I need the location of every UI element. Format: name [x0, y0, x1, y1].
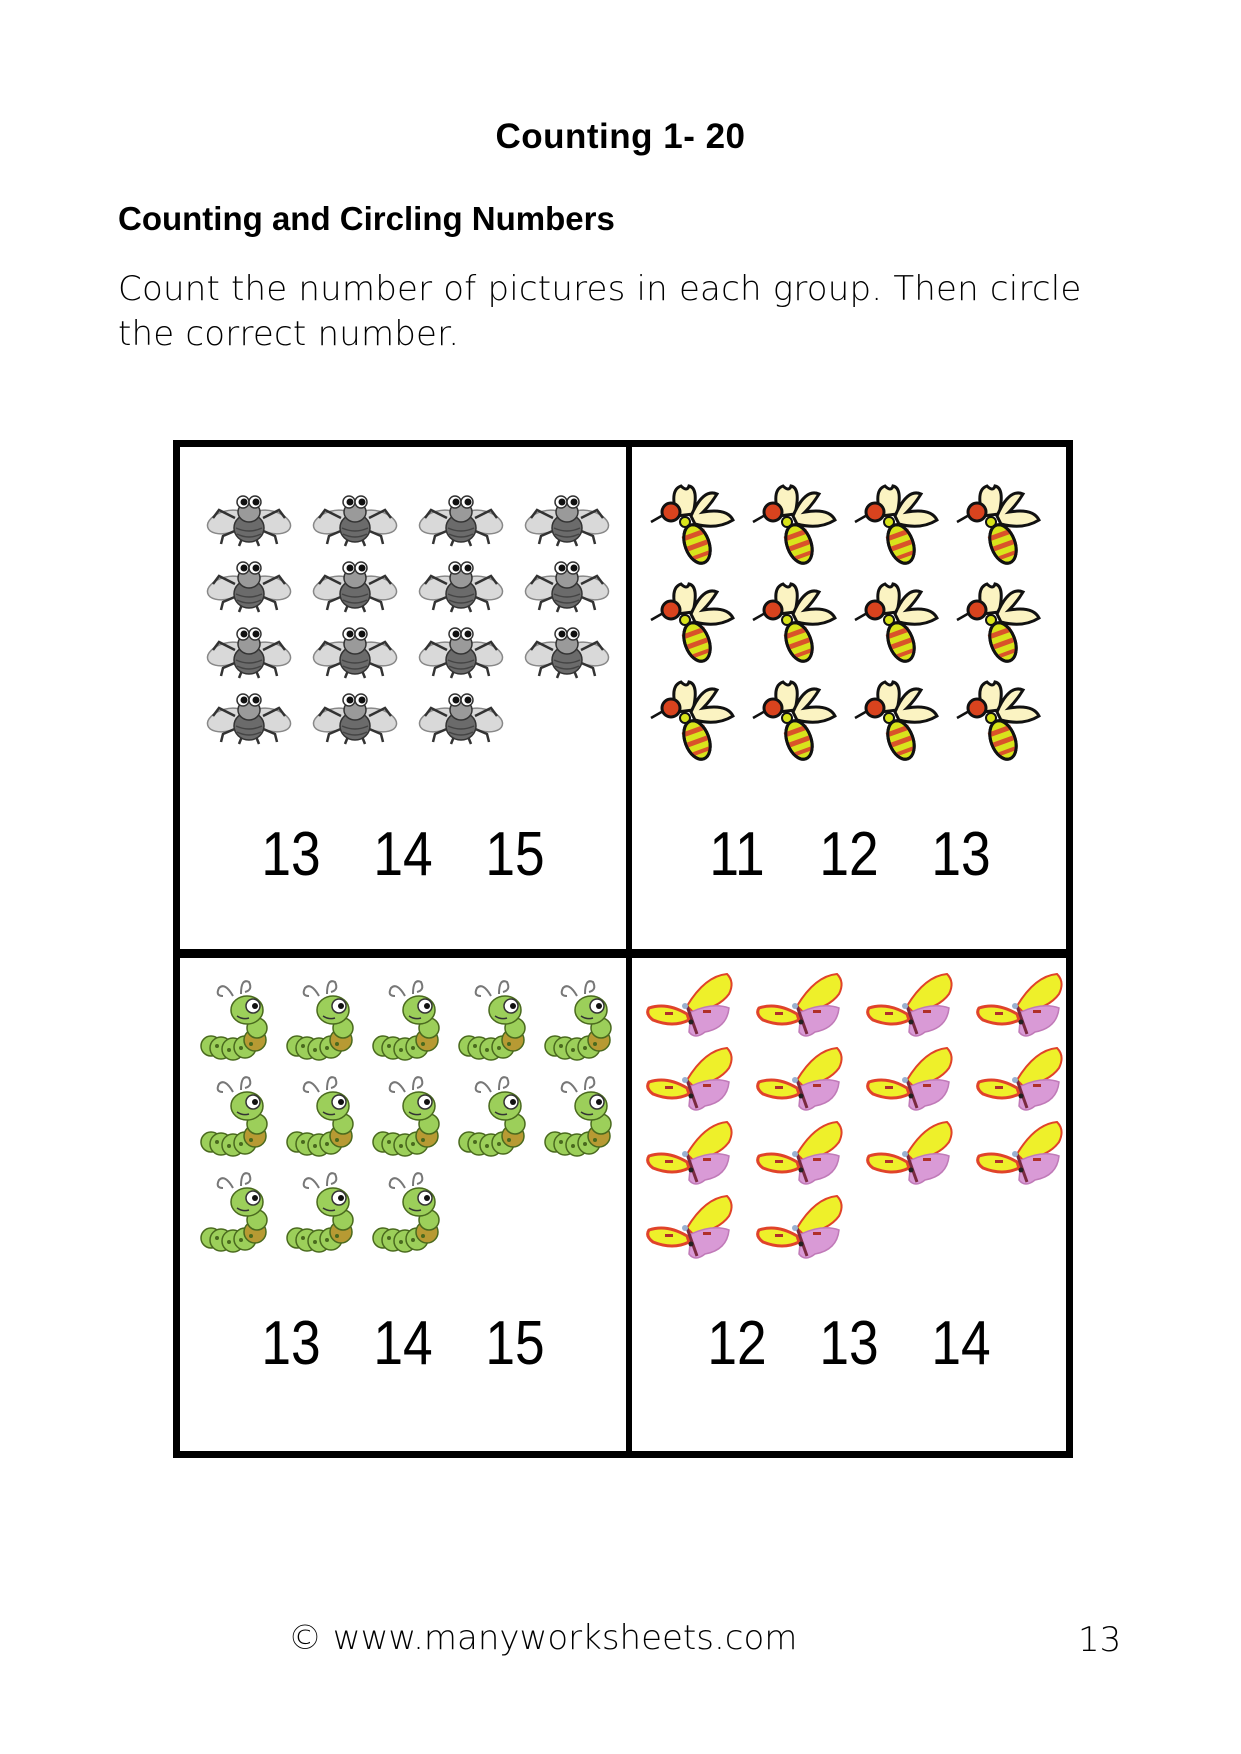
fly-icon	[514, 617, 620, 683]
picture-set	[636, 970, 1076, 1266]
butterfly-icon	[746, 1044, 856, 1118]
butterfly-icon	[636, 1118, 746, 1192]
caterpillar-icon	[280, 1068, 366, 1164]
bee-icon	[744, 573, 846, 671]
caterpillar-icon	[538, 972, 624, 1068]
group-butterflies	[632, 958, 1066, 1451]
bee-icon	[642, 573, 744, 671]
bee-icon	[642, 671, 744, 769]
number-choice[interactable]: 15	[485, 1309, 545, 1378]
number-choices	[180, 819, 626, 890]
counting-grid	[173, 440, 1073, 1458]
butterfly-icon	[746, 1192, 856, 1266]
fly-icon	[196, 617, 302, 683]
fly-icon	[196, 485, 302, 551]
worksheet-title: Counting 1- 20	[495, 117, 746, 156]
butterfly-icon	[966, 1118, 1076, 1192]
number-choice[interactable]: 14	[373, 820, 433, 889]
fly-icon	[196, 683, 302, 749]
bee-icon	[642, 475, 744, 573]
fly-icon	[302, 485, 408, 551]
butterfly-icon	[636, 1192, 746, 1266]
fly-icon	[196, 551, 302, 617]
number-choice[interactable]: 13	[819, 1309, 879, 1378]
butterfly-icon	[746, 1118, 856, 1192]
fly-icon	[408, 683, 514, 749]
number-choices	[632, 819, 1066, 890]
fly-icon	[514, 551, 620, 617]
fly-icon	[302, 617, 408, 683]
number-choice[interactable]: 12	[707, 1309, 767, 1378]
butterfly-icon	[966, 1044, 1076, 1118]
bee-icon	[948, 475, 1050, 573]
number-choice[interactable]: 15	[485, 820, 545, 889]
section-heading: Counting and Circling Numbers	[118, 200, 615, 237]
butterfly-icon	[856, 1118, 966, 1192]
fly-icon	[408, 551, 514, 617]
group-caterpillars	[180, 958, 626, 1451]
caterpillar-icon	[452, 1068, 538, 1164]
grid-horizontal-divider	[180, 949, 1066, 958]
caterpillar-icon	[280, 972, 366, 1068]
fly-icon	[302, 683, 408, 749]
number-choice[interactable]: 14	[373, 1309, 433, 1378]
number-choice[interactable]: 13	[261, 1309, 321, 1378]
butterfly-icon	[636, 1044, 746, 1118]
butterfly-icon	[746, 970, 856, 1044]
fly-icon	[514, 485, 620, 551]
bee-icon	[948, 573, 1050, 671]
group-bees	[632, 447, 1066, 949]
butterfly-icon	[856, 1044, 966, 1118]
number-choices	[180, 1308, 626, 1379]
number-choices	[632, 1308, 1066, 1379]
bee-icon	[744, 671, 846, 769]
number-choice[interactable]: 12	[819, 820, 879, 889]
butterfly-icon	[636, 970, 746, 1044]
bee-icon	[744, 475, 846, 573]
page-number: 13	[1078, 1620, 1122, 1660]
fly-icon	[408, 617, 514, 683]
number-choice[interactable]: 14	[931, 1309, 991, 1378]
fly-icon	[408, 485, 514, 551]
caterpillar-icon	[366, 1068, 452, 1164]
bee-icon	[846, 475, 948, 573]
caterpillar-icon	[194, 972, 280, 1068]
bee-icon	[948, 671, 1050, 769]
number-choice[interactable]: 11	[709, 820, 765, 889]
group-flies	[180, 447, 626, 949]
picture-set	[196, 485, 620, 749]
number-choice[interactable]: 13	[931, 820, 991, 889]
caterpillar-icon	[366, 972, 452, 1068]
caterpillar-icon	[366, 1164, 452, 1260]
instructions-text: Count the number of pictures in each group. Then circle the correct number.	[118, 269, 1082, 354]
caterpillar-icon	[452, 972, 538, 1068]
caterpillar-icon	[280, 1164, 366, 1260]
picture-set	[642, 475, 1050, 769]
caterpillar-icon	[194, 1164, 280, 1260]
butterfly-icon	[966, 970, 1076, 1044]
bee-icon	[846, 671, 948, 769]
copyright-footer: © www.manyworksheets.com	[288, 1618, 798, 1658]
number-choice[interactable]: 13	[261, 820, 321, 889]
butterfly-icon	[856, 970, 966, 1044]
picture-set	[194, 972, 624, 1260]
bee-icon	[846, 573, 948, 671]
caterpillar-icon	[194, 1068, 280, 1164]
caterpillar-icon	[538, 1068, 624, 1164]
fly-icon	[302, 551, 408, 617]
